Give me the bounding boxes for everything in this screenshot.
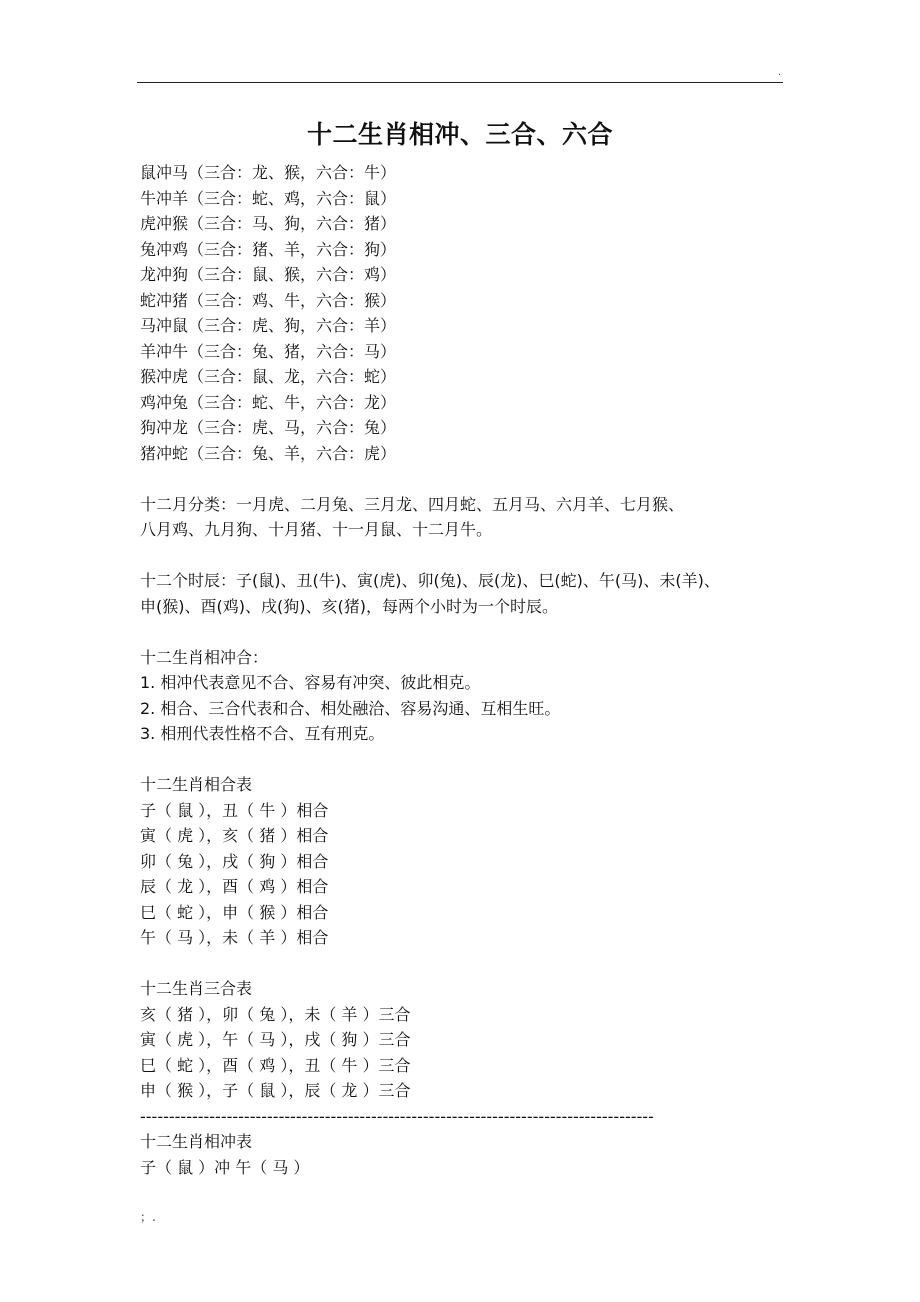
spacer xyxy=(140,619,790,645)
chong-list-item: 兔冲鸡（三合：猪、羊，六合：狗） xyxy=(140,239,397,259)
chong-table xyxy=(140,1129,790,1180)
chong-list-item: 羊冲牛（三合：兔、猪，六合：马） xyxy=(140,341,397,361)
header-rule xyxy=(137,82,783,83)
meaning-heading: 十二生肖相冲合： xyxy=(140,647,269,667)
meaning-section xyxy=(140,645,790,747)
liuhe-row: 巳（ 蛇 ），申（ 猴 ）相合 xyxy=(140,902,329,922)
chong-row: 子（ 鼠 ）冲 午（ 马 ） xyxy=(140,1157,310,1177)
months-line: 八月鸡、九月狗、十月猪、十一月鼠、十二月牛。 xyxy=(140,520,493,539)
sanhe-row: 巳（ 蛇 ），酉（ 鸡 ），丑（ 牛 ）三合 xyxy=(140,1055,411,1075)
document-body xyxy=(140,160,790,1180)
months-line: 十二月分类：一月虎、二月兔、三月龙、四月蛇、五月马、六月羊、七月猴、 xyxy=(140,494,685,514)
chong-list-item: 龙冲狗（三合：鼠、猴，六合：鸡） xyxy=(140,265,397,284)
chong-list-item: 虎冲猴（三合：马、狗，六合：猪） xyxy=(140,214,397,233)
spacer xyxy=(140,466,790,492)
chong-list-item: 猴冲虎（三合：鼠、龙，六合：蛇） xyxy=(140,367,397,386)
chong-list xyxy=(140,160,790,466)
sanhe-row: 亥（ 猪 ），卯（ 兔 ），未（ 羊 ）三合 xyxy=(140,1004,411,1024)
liuhe-row: 寅（ 虎 ），亥（ 猪 ）相合 xyxy=(140,826,329,845)
chong-list-item: 马冲鼠（三合：虎、狗，六合：羊） xyxy=(140,316,397,335)
liuhe-table xyxy=(140,772,790,951)
spacer xyxy=(140,951,790,977)
hours-line: 十二个时辰：子(鼠)、丑(牛)、寅(虎)、卯(兔)、辰(龙)、巳(蛇)、午(马)、未(羊)、 xyxy=(140,571,720,590)
spacer xyxy=(140,747,790,773)
chong-heading: 十二生肖相冲表 xyxy=(140,1132,253,1151)
liuhe-row: 子（ 鼠 ），丑（ 牛 ）相合 xyxy=(140,800,329,820)
sanhe-row: 寅（ 虎 ），午（ 马 ），戌（ 狗 ）三合 xyxy=(140,1030,411,1049)
meaning-item: 3. 相刑代表性格不合、互有刑克。 xyxy=(140,724,385,743)
sanhe-heading: 十二生肖三合表 xyxy=(140,979,253,998)
page-title: 十二生肖相冲、三合、六合 xyxy=(306,120,613,149)
liuhe-row: 午（ 马 ），未（ 羊 ）相合 xyxy=(140,928,329,947)
sanhe-table xyxy=(140,976,790,1104)
liuhe-heading: 十二生肖相合表 xyxy=(140,775,253,794)
liuhe-row: 卯（ 兔 ），戌（ 狗 ）相合 xyxy=(140,851,329,871)
liuhe-row: 辰（ 龙 ），酉（ 鸡 ）相合 xyxy=(140,877,329,896)
sanhe-row: 申（ 猴 ），子（ 鼠 ），辰（ 龙 ）三合 xyxy=(140,1081,411,1100)
dashed-separator: ----------------------------------------------------------------------------------------- xyxy=(140,1106,654,1126)
chong-list-item: 鼠冲马（三合：龙、猴，六合：牛） xyxy=(140,163,397,182)
hours-line: 申(猴)、酉(鸡)、戌(狗)、亥(猪)，每两个小时为一个时辰。 xyxy=(140,596,558,616)
chong-list-item: 鸡冲兔（三合：蛇、牛，六合：龙） xyxy=(140,392,397,412)
chong-list-item: 牛冲羊（三合：蛇、鸡，六合：鼠） xyxy=(140,188,397,208)
meaning-item: 2. 相合、三合代表和合、相处融洽、容易沟通、互相生旺。 xyxy=(140,698,561,718)
header-mark: . xyxy=(778,67,782,78)
spacer xyxy=(140,543,790,569)
months-paragraph xyxy=(140,492,790,543)
meaning-item: 1. 相冲代表意见不合、容易有冲突、彼此相克。 xyxy=(140,673,481,692)
hours-paragraph xyxy=(140,568,790,619)
chong-list-item: 狗冲龙（三合：虎、马，六合：兔） xyxy=(140,418,397,437)
footer-mark: ；. xyxy=(140,1210,156,1224)
chong-list-item: 猪冲蛇（三合：兔、羊，六合：虎） xyxy=(140,443,397,463)
chong-list-item: 蛇冲猪（三合：鸡、牛，六合：猴） xyxy=(140,290,397,310)
